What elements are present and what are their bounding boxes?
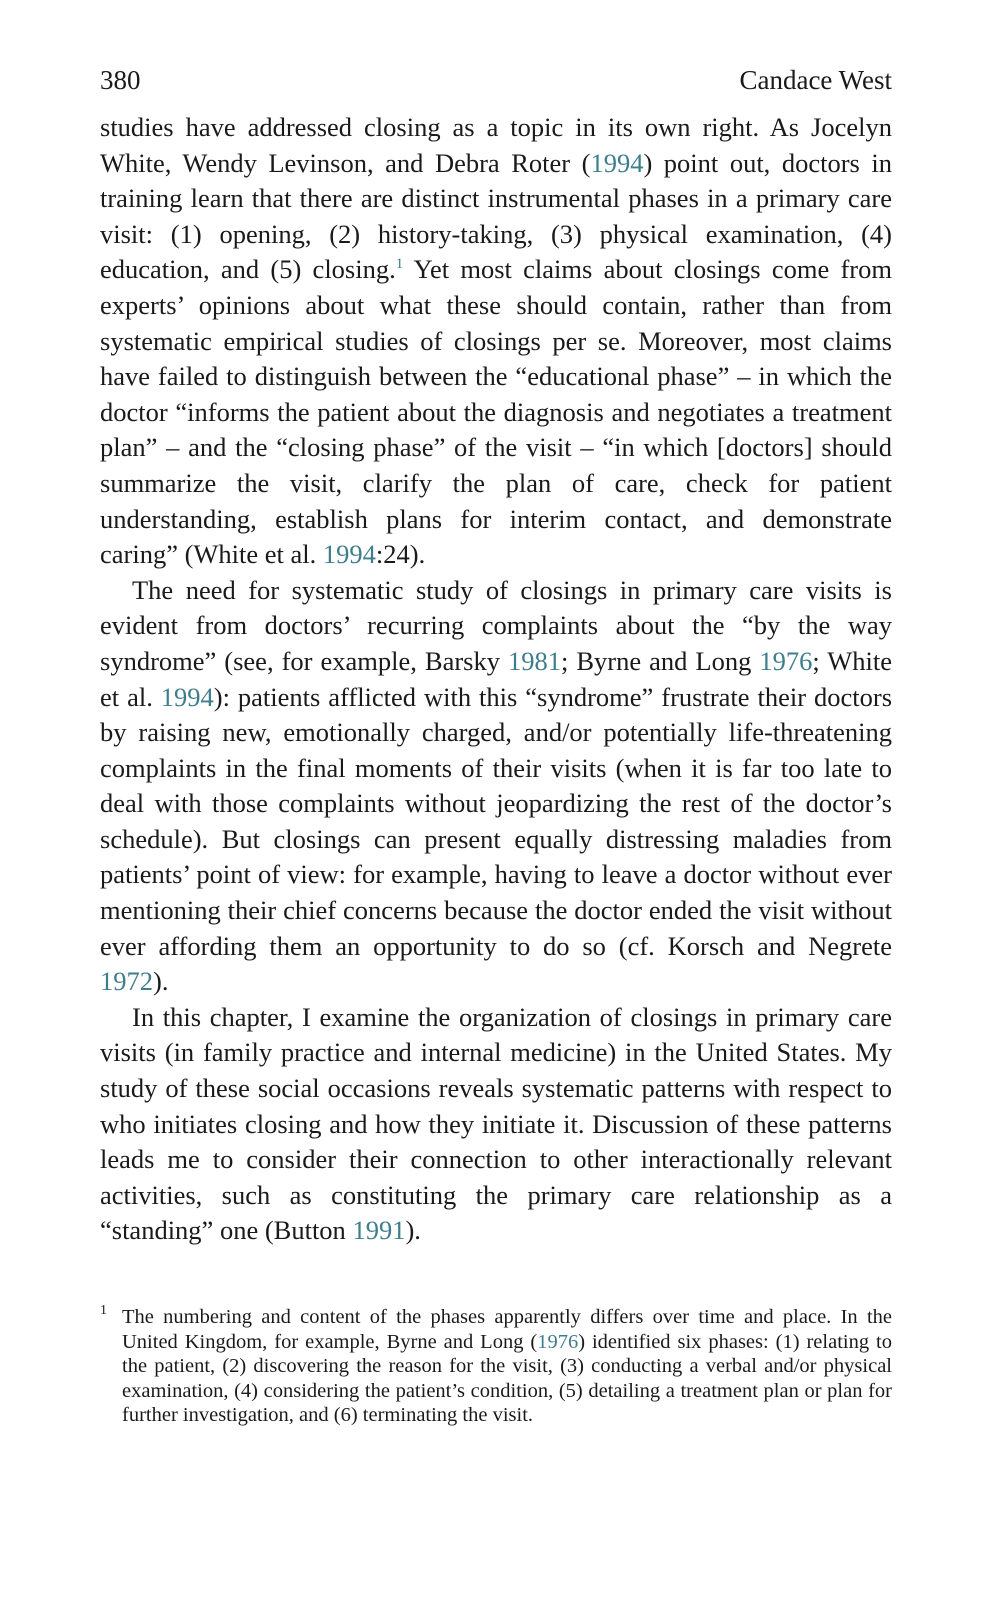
text-run: ). [405,1215,421,1246]
text-run: ): patients afflicted with this “syndrome” frustrate their doctors by raising new, emotionally charged, and/or potentially life-threatening complaints in the final moments of their visits (when it is far too late to deal with those complaints without jeopardizing the rest of the doctor’s schedule). But closings can present equally distressing maladies from patients’ point of view: for example, having to leave a doctor without ever mentioning their chief concerns because the doctor ended the visit without ever affording them an opportunity to do so (cf. Korsch and Negrete [100,681,893,961]
text-run: studies have addressed closing as a topic in its own right. As Jocelyn White, Wendy Levinson, and Debra Roter ( [100,112,892,178]
citation-link[interactable]: 1994 [590,147,644,178]
citation-link[interactable]: 1981 [507,645,561,676]
text-run: ; White et al. [100,645,893,712]
footnote-text [122,1306,892,1426]
footnotes [100,1305,892,1428]
text-run: In this chapter, I examine the organization of closings in primary care visits (in family practice and internal medicine) in the United States. My study of these social occasions reveals systematic patterns with respect to who initiates closing and how they initiate it. Discussion of these patterns leads me to consider their connection to other interactionally relevant activities, such as constituting the primary care relationship as a “standing” one (Button [100,1001,892,1246]
paragraph [100,1000,892,1249]
citation-link[interactable]: 1972 [100,966,153,997]
text-run: The need for systematic study of closings in primary care visits is evident from doctors’ recurring complaints about the “by the way syndrome” (see, for example, Barsky [100,574,892,676]
body-text [100,110,892,1249]
text-run: Yet most claims about closings come from experts’ opinions about what these should contain, rather than from systematic empirical studies of closings per se. Moreover, most claims have failed to distinguish between the “educational phase” – in which the doctor “informs the patient about the diagnosis and negotiates a treatment plan” – and the “closing phase” of the visit – “in which [doctors] should summarize the visit, clarify the plan of care, check for patient understanding, establish plans for interim contact, and demonstrate caring” (White et al. [100,254,892,570]
citation-link[interactable]: 1994 [160,681,214,712]
text-run: ) identified six phases: (1) relating to the patient, (2) discovering the reason for the visit, (3) conducting a verbal and/or physical examination, (4) considering the patient’s condition, (5) detailing a treatment plan or plan for further investigation, and (6) terminating the visit. [122,1330,892,1427]
citation-link[interactable]: 1994 [322,539,376,570]
text-run: :24). [375,539,426,570]
footnote [100,1305,892,1428]
text-run: ). [153,966,169,997]
text-run: ; Byrne and Long [560,645,760,676]
paragraph [100,573,892,1000]
page [100,62,892,1428]
text-run: ) point out, doctors in training learn that there are distinct instrumental phases in a primary care visit: (1) opening, (2) history-taking, (3) physical examination, (4) education, and (5) closing. [100,147,892,285]
paragraph [100,110,892,573]
page-number: 380 [100,65,141,95]
citation-link[interactable]: 1976 [537,1330,579,1353]
running-head-author: Candace West [739,65,892,95]
footnote-reference[interactable]: 1 [395,256,404,273]
running-head [100,62,892,98]
citation-link[interactable]: 1976 [759,645,813,676]
text-run: The numbering and content of the phases apparently differs over time and place. In the United Kingdom, for example, Byrne and Long ( [122,1306,892,1353]
citation-link[interactable]: 1991 [352,1215,406,1246]
footnote-mark: 1 [100,1303,107,1318]
